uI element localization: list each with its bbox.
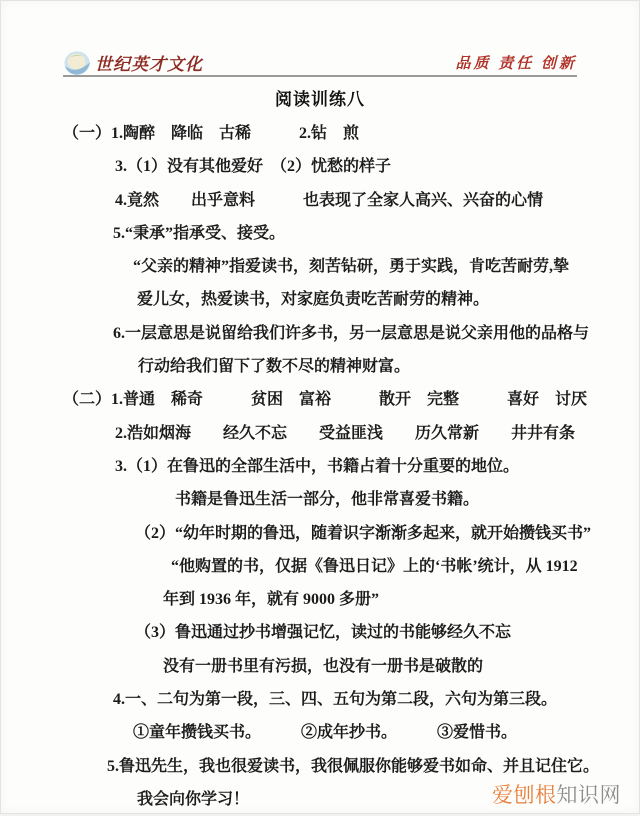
- text-line: “父亲的精神”指爱读书，刻苦钻研，勇于实践，肯吃苦耐劳,挚: [133, 258, 570, 276]
- text-line: “他购置的书，仅据《鲁迅日记》上的‘书帐’统计，从 1912: [171, 557, 578, 575]
- text-line: 4.一、二句为第一段，三、四、五句为第二段，六句为第三段。: [113, 691, 558, 709]
- text-line: （3）鲁迅通过抄书增强记忆，读过的书能够经久不忘: [135, 624, 512, 642]
- text-line: 4.竟然 出乎意料 也表现了全家人高兴、兴奋的心情: [115, 191, 544, 209]
- watermark-highlight: 爱刨根: [492, 784, 557, 807]
- page-header: [63, 35, 577, 75]
- text-line: ①童年攒钱买书。 ②成年抄书。 ③爱惜书。: [133, 724, 518, 742]
- header-slogan: 品质 责任 创新: [455, 56, 577, 72]
- text-line: 2.浩如烟海 经久不忘 受益匪浅 历久常新 井井有条: [115, 424, 576, 442]
- watermark-rest: 知识网: [556, 784, 621, 807]
- text-line: （2）“幼年时期的鲁迅，随着识字渐渐多起来，就开始攒钱买书”: [135, 524, 592, 542]
- watermark: [488, 779, 621, 809]
- text-line: 行动给我们留下了数不尽的精神财富。: [138, 358, 411, 376]
- text-line: 年到 1936 年，就有 9000 多册”: [163, 591, 380, 609]
- page-title: 阅读训练八: [275, 90, 365, 109]
- text-line: 爱儿女，热爱读书，对家庭负责吃苦耐劳的精神。: [137, 291, 490, 309]
- text-line: 我会向你学习！: [137, 790, 250, 808]
- text-line: 5.“秉承”指承受、接受。: [113, 224, 286, 242]
- globe-logo-icon: [63, 50, 93, 78]
- text-line: 没有一册书里有污损，也没有一册书是破散的: [163, 657, 484, 675]
- text-line: 5.鲁迅先生，我也很爱读书，我很佩服你能够爱书如命、并且记住它。: [107, 757, 600, 775]
- text-line: 3.（1）在鲁迅的全部生活中，书籍占着十分重要的地位。: [115, 457, 520, 475]
- text-line: （二）1.普通 稀奇 贫困 富裕 散开 完整 喜好 讨厌: [63, 391, 588, 409]
- brand-name: 世纪英才文化: [95, 55, 203, 74]
- text-line: 书籍是鲁迅生活一部分，他非常喜爱书籍。: [175, 491, 480, 509]
- header-divider: [63, 75, 577, 77]
- brand: [63, 47, 203, 75]
- text-line: 6.一层意思是说留给我们许多书，另一层意思是说父亲用他的品格与: [113, 324, 590, 342]
- text-line: （一）1.陶醉 降临 古稀 2.钻 煎: [63, 125, 360, 142]
- document-body: [63, 117, 613, 816]
- text-line: 3.（1）没有其他爱好 （2）忧愁的样子: [115, 158, 392, 176]
